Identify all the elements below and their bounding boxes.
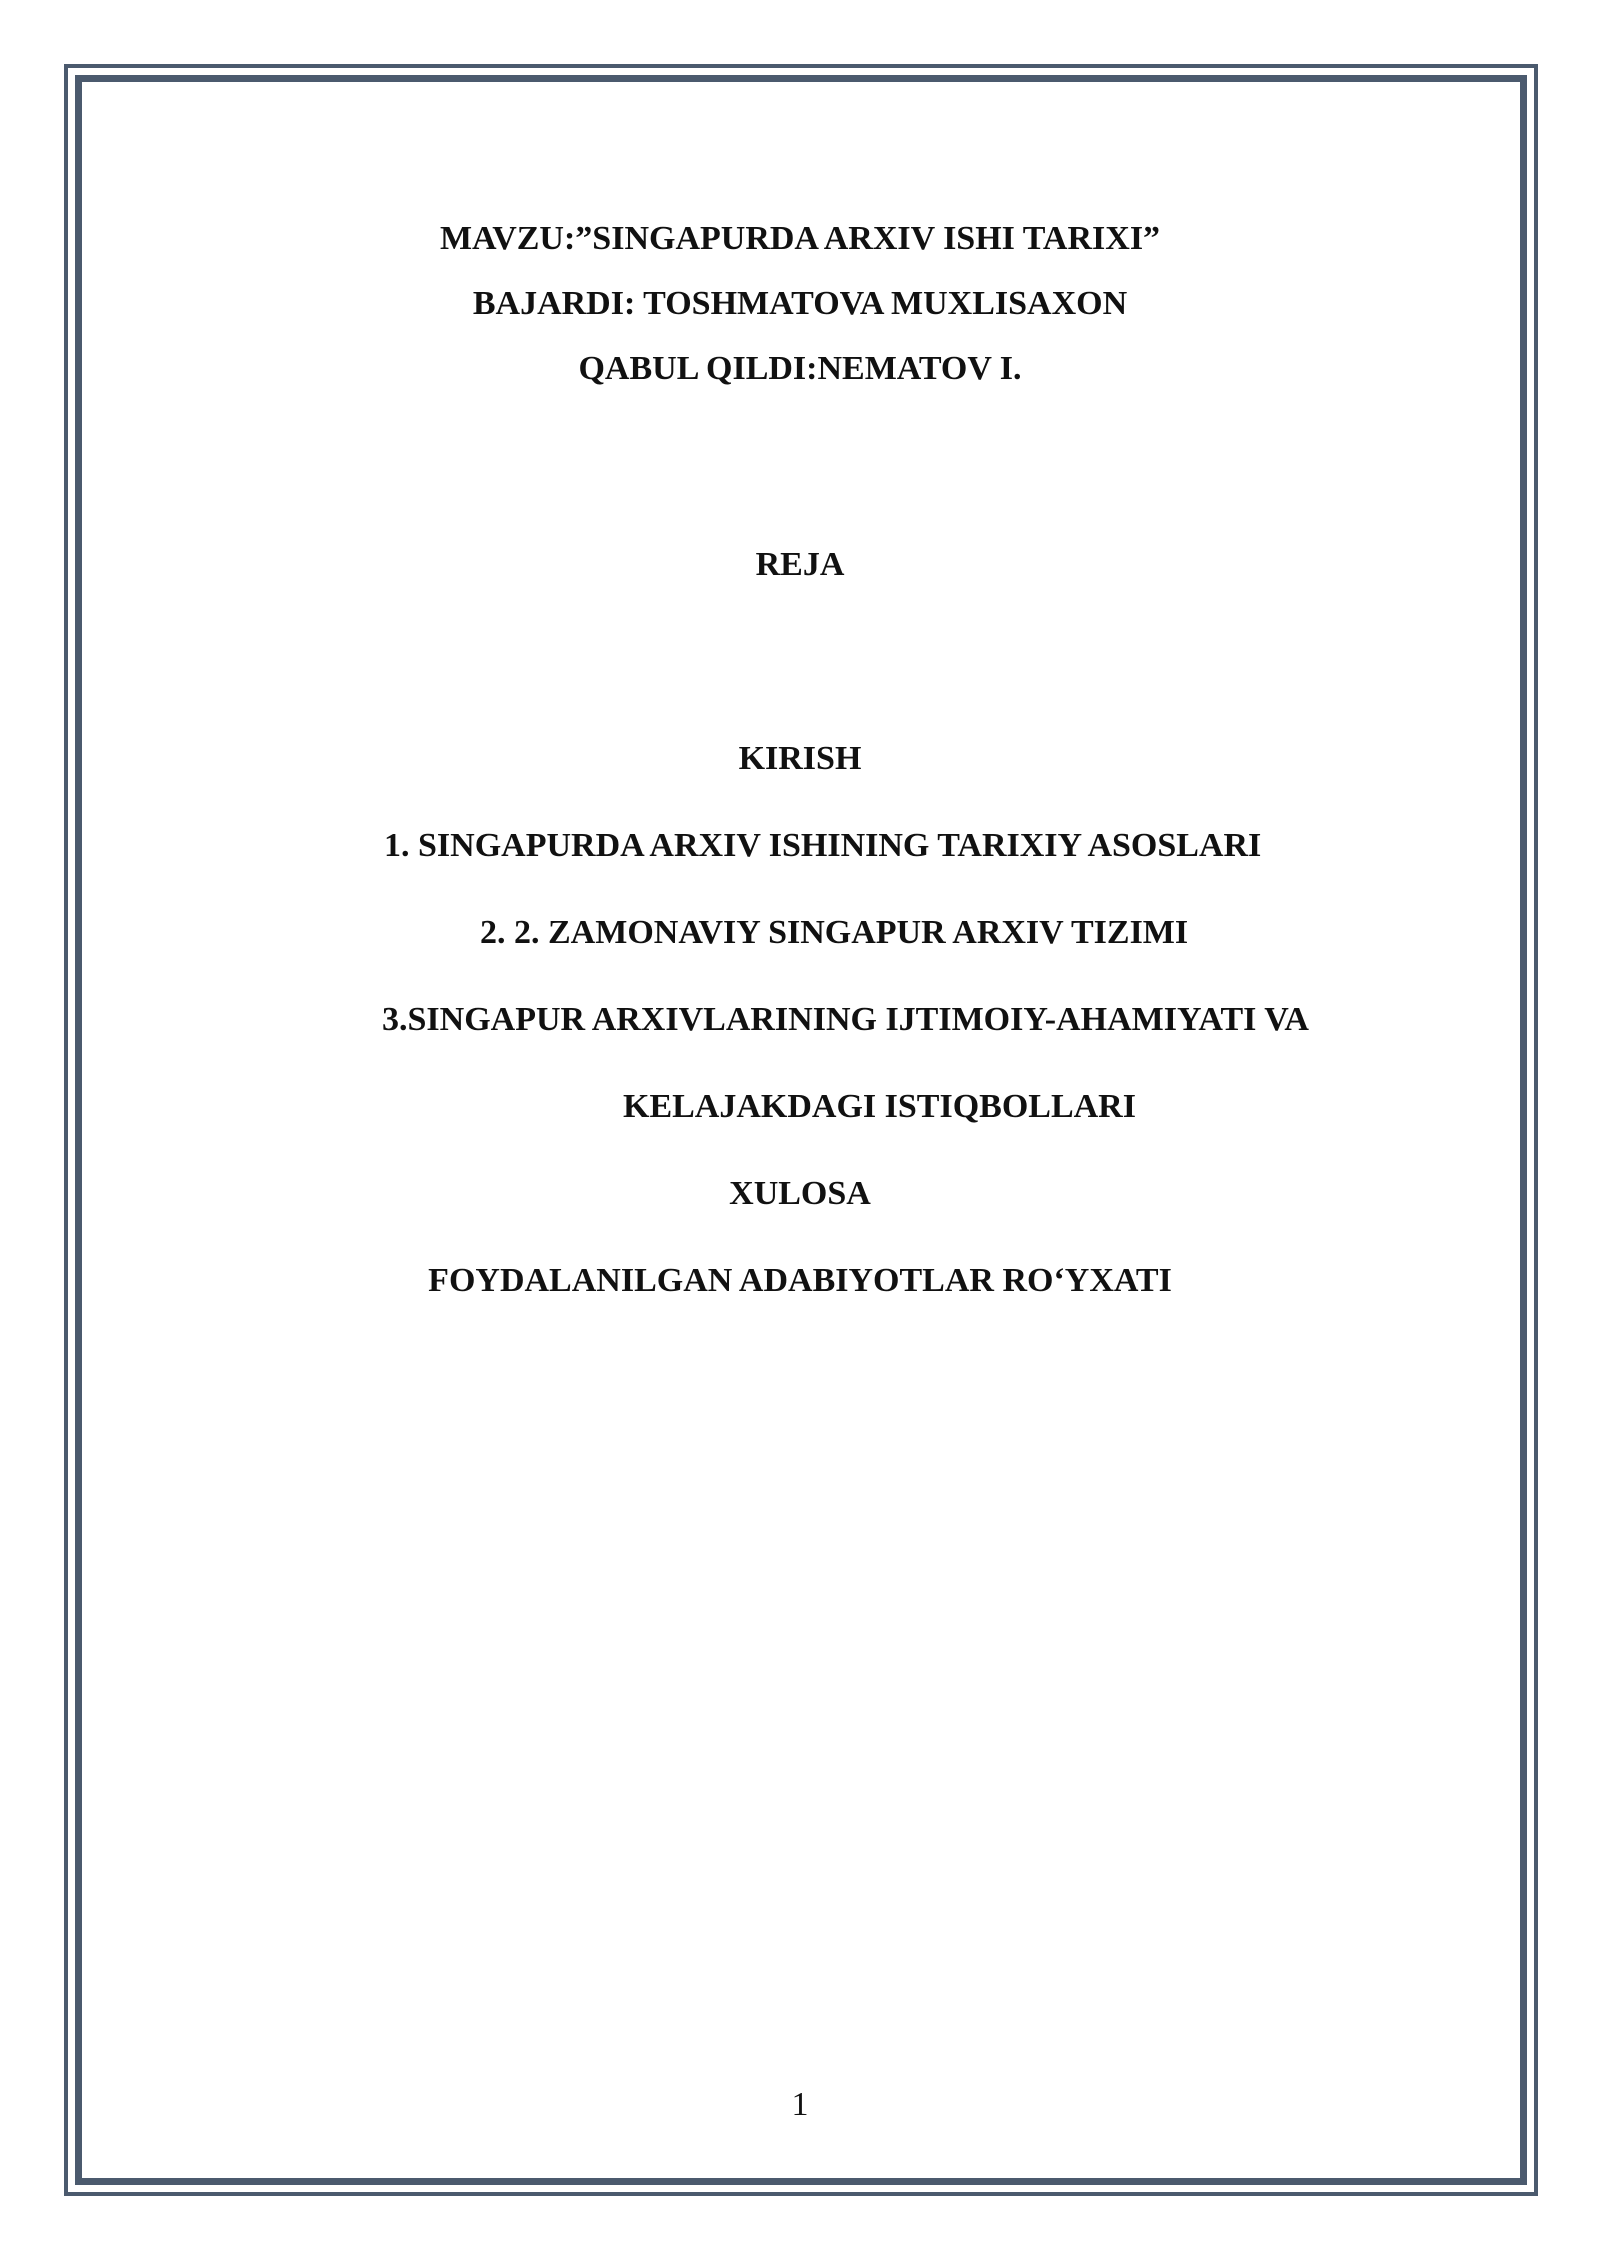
plan-item-3-continued: KELAJAKDAGI ISTIQBOLLARI <box>623 1088 1136 1125</box>
reviewer-line: QABUL QILDI:NEMATOV I. <box>578 350 1022 387</box>
plan-item-3: 3.SINGAPUR ARXIVLARINING IJTIMOIY-AHAMIYATI VA <box>382 1001 1309 1038</box>
plan-intro: KIRISH <box>738 740 862 777</box>
page-border-inner <box>75 75 1527 2185</box>
plan-conclusion: XULOSA <box>729 1175 871 1212</box>
plan-item-2: 2. 2. ZAMONAVIY SINGAPUR ARXIV TIZIMI <box>480 914 1189 951</box>
plan-title: REJA <box>755 546 845 583</box>
plan-item-1: 1. SINGAPURDA ARXIV ISHINING TARIXIY ASOSLARI <box>384 827 1262 864</box>
author-line: BAJARDI: TOSHMATOVA MUXLISAXON <box>472 285 1128 322</box>
page-number: 1 <box>791 2086 809 2123</box>
plan-references: FOYDALANILGAN ADABIYOTLAR RO‘YXATI <box>428 1262 1172 1299</box>
topic-heading: MAVZU:”SINGAPURDA ARXIV ISHI TARIXI” <box>439 220 1161 257</box>
